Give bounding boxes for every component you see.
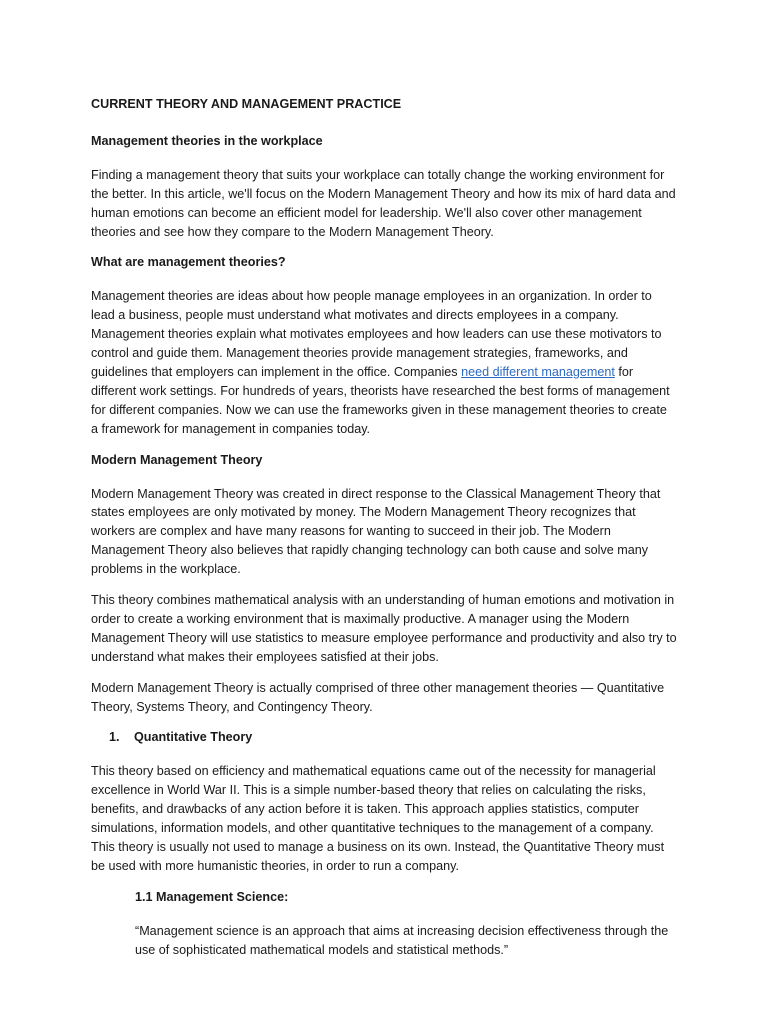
section-heading-modern-theory: Modern Management Theory <box>91 452 263 467</box>
paragraph-modern-theory-3: Modern Management Theory is actually comprised of three other management theories — Quantitative Theory, Systems Theory, and Contingency Theory. <box>91 680 665 714</box>
section-heading-what-are-theories: What are management theories? <box>91 255 286 270</box>
sub-heading-management-science: 1.1 Management Science: <box>135 889 289 904</box>
need-different-management-link[interactable]: need different management <box>461 364 615 379</box>
numbered-heading-text: Quantitative Theory <box>134 730 253 745</box>
paragraph-modern-theory-1: Modern Management Theory was created in direct response to the Classical Management Theory that states employees are only motivated by money. The Modern Management Theory recognizes that workers are complex and have many reasons for wanting to succeed in their job. The Modern Management Theory also believes that rapidly changing technology can both cause and solve many problems in the workplace. <box>91 486 661 577</box>
paragraph-intro: Finding a management theory that suits your workplace can totally change the working environment for the better. In this article, we'll focus on the Modern Management Theory and how its mix of hard data and human emotions can become an efficient model for leadership. We'll also cover other management theories and see how they compare to the Modern Management Theory. <box>91 167 676 239</box>
paragraph-what-are-theories <box>91 287 677 438</box>
section-heading-workplace: Management theories in the workplace <box>91 133 323 148</box>
document-title: CURRENT THEORY AND MANAGEMENT PRACTICE <box>91 97 402 111</box>
paragraph-text-after-link: for different work settings. For hundreds of years, theorists have researched the best forms of management for different companies. Now we can use the frameworks given in these management theories to create a framework for management in companies today. <box>91 364 670 436</box>
quote-management-science: “Management science is an approach that aims at increasing decision effectiveness through the use of sophisticated mathematical models and statistical methods.” <box>135 923 669 957</box>
paragraph-modern-theory-2: This theory combines mathematical analysis with an understanding of human emotions and motivation in order to create a working environment that is maximally productive. A manager using the Modern Management Theory will use statistics to measure employee performance and productivity and also try to understand what makes their employees satisfied at their jobs. <box>91 593 677 664</box>
paragraph-text-before-link: Management theories are ideas about how people manage employees in an organization. In order to lead a business, people must understand what motivates and directs employees in a company. Management theories explain what motivates employees and how leaders can use these motivators to control and guide them. Management theories provide management strategies, frameworks, and guidelines that employers can implement in the office. Companies <box>91 289 662 379</box>
list-number: 1. <box>109 730 120 745</box>
document-body <box>91 95 677 972</box>
paragraph-quantitative-theory: This theory based on efficiency and mathematical equations came out of the necessity for managerial excellence in World War II. This is a simple number-based theory that relies on calculating the risks, benefits, and drawbacks of any action before it is taken. This approach applies statistics, computer simulations, information models, and other quantitative techniques to the management of a company. This theory is usually not used to manage a business on its own. Instead, the Quantitative Theory must be used with more humanistic theories, in order to run a company. <box>91 764 665 873</box>
numbered-heading-quantitative <box>109 728 677 747</box>
